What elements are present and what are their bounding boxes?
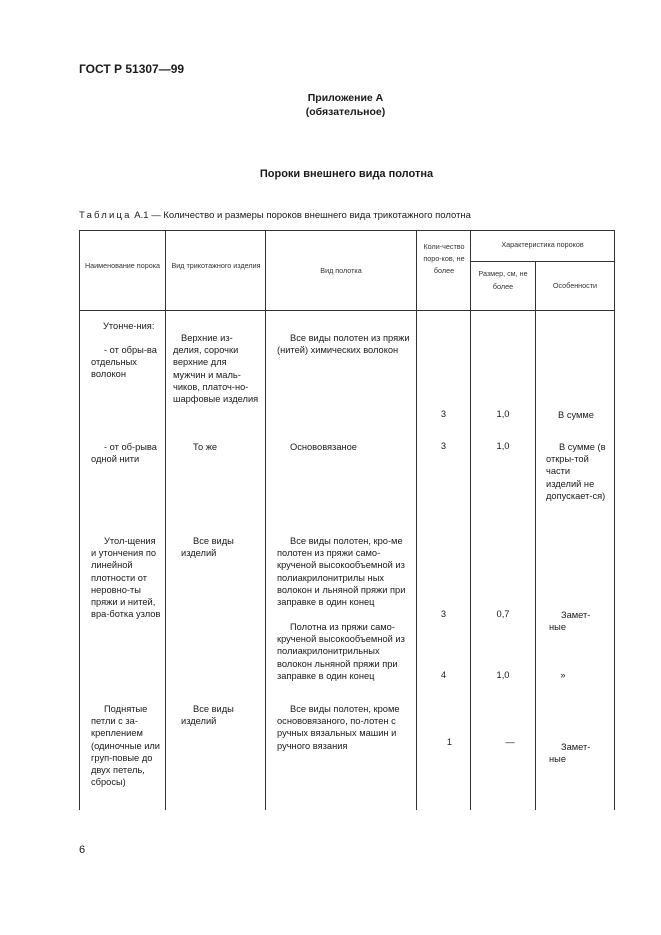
row4-size: — bbox=[505, 737, 515, 747]
header-characteristics: Характеристика пороков bbox=[501, 240, 584, 249]
row4-fabric: Все виды полотен, кроме основовязаного, по-лотен с ручных вязальных машин и ручного вязания bbox=[277, 704, 400, 751]
header-bottom-border bbox=[79, 310, 614, 311]
header-subdivider bbox=[470, 261, 614, 262]
row4-name: Поднятые петли с за-креплением (одиночные или груп-повые до двух петель, сбросы) bbox=[91, 704, 161, 788]
row1-name-title: Утонче-ния: bbox=[103, 321, 155, 331]
row1-count: 3 bbox=[440, 409, 447, 419]
row3-count-b: 4 bbox=[440, 670, 447, 680]
row4-product: Все виды изделий bbox=[181, 704, 234, 727]
row3-size-a: 0,7 bbox=[496, 609, 510, 619]
row3-size-b: 1,0 bbox=[496, 670, 510, 680]
row3-name: Утол-щения и утончения по линейной плотности от неровно-ты пряжи и нитей, вра-ботка узлов bbox=[91, 536, 161, 620]
row3-product: Все виды изделий bbox=[181, 536, 234, 559]
row1-product: Верхние из-делия, сорочки верхние для мужчин и маль-чиков, платоч-но-шарфовые изделия bbox=[173, 333, 259, 405]
col-border-2 bbox=[265, 230, 266, 810]
document-code: ГОСТ Р 51307—99 bbox=[79, 62, 185, 76]
col-border-3 bbox=[416, 230, 417, 810]
row1-name: - от обры-ва отдельных волокон bbox=[91, 345, 157, 380]
col-border-4 bbox=[470, 230, 471, 810]
header-product: Вид трикотажного изделия bbox=[171, 261, 261, 270]
row3-features-a: Замет-ные bbox=[549, 610, 591, 633]
row4-count: 1 bbox=[446, 737, 453, 747]
row1-features: В сумме bbox=[558, 410, 594, 420]
header-features: Особенности bbox=[552, 281, 598, 290]
table-caption-label: Таблица bbox=[79, 210, 132, 221]
row1-fabric: Все виды полотен из пряжи (нитей) химических волокон bbox=[277, 333, 410, 356]
col-border-right bbox=[614, 230, 615, 810]
row2-features: В сумме (в откры-той части изделий не допускает-ся) bbox=[546, 442, 606, 501]
row3-fabric-b: Полотна из пряжи само-крученой высокообъемной из полиакрилонитрильных волокон льняной пряжи при заправке в один конец bbox=[277, 622, 405, 681]
row3-features-b: » bbox=[560, 670, 566, 680]
row2-fabric: Основовязаное bbox=[290, 442, 357, 452]
page-number: 6 bbox=[79, 844, 86, 856]
row4-features: Замет-ные bbox=[549, 742, 591, 765]
col-border-left bbox=[79, 230, 80, 810]
col-border-5 bbox=[535, 261, 536, 810]
row2-count: 3 bbox=[440, 441, 447, 451]
table-caption bbox=[79, 210, 471, 221]
header-fabric: Вид полотка bbox=[320, 266, 362, 275]
row2-name: - от об-рыва одной нити bbox=[91, 442, 157, 465]
row2-size: 1,0 bbox=[496, 441, 510, 451]
row3-fabric-a: Все виды полотен, кро-ме полотен из пряжи само-крученой высокообъемной из полиакрилонитрилы ных волокон и льняной пряжи при заправке в один конец bbox=[277, 536, 406, 608]
table-top-border bbox=[79, 230, 614, 231]
row2-product: То же bbox=[193, 442, 218, 452]
appendix-type: (обязательное) bbox=[305, 106, 386, 118]
header-count: Коли-чество поро-ков, не более bbox=[423, 242, 465, 276]
section-title: Пороки внешнего вида полотна bbox=[259, 168, 434, 180]
appendix-title bbox=[0, 91, 661, 119]
table-caption-text: А.1 — Количество и размеры пороков внешнего вида трикотажного полотна bbox=[134, 210, 471, 221]
col-border-1 bbox=[165, 230, 166, 810]
row1-size: 1,0 bbox=[496, 409, 510, 419]
header-name: Наименование порока bbox=[84, 261, 160, 270]
row3-count-a: 3 bbox=[440, 609, 447, 619]
header-size: Размер, см, не более bbox=[478, 269, 528, 291]
appendix-label: Приложение А bbox=[307, 92, 384, 104]
